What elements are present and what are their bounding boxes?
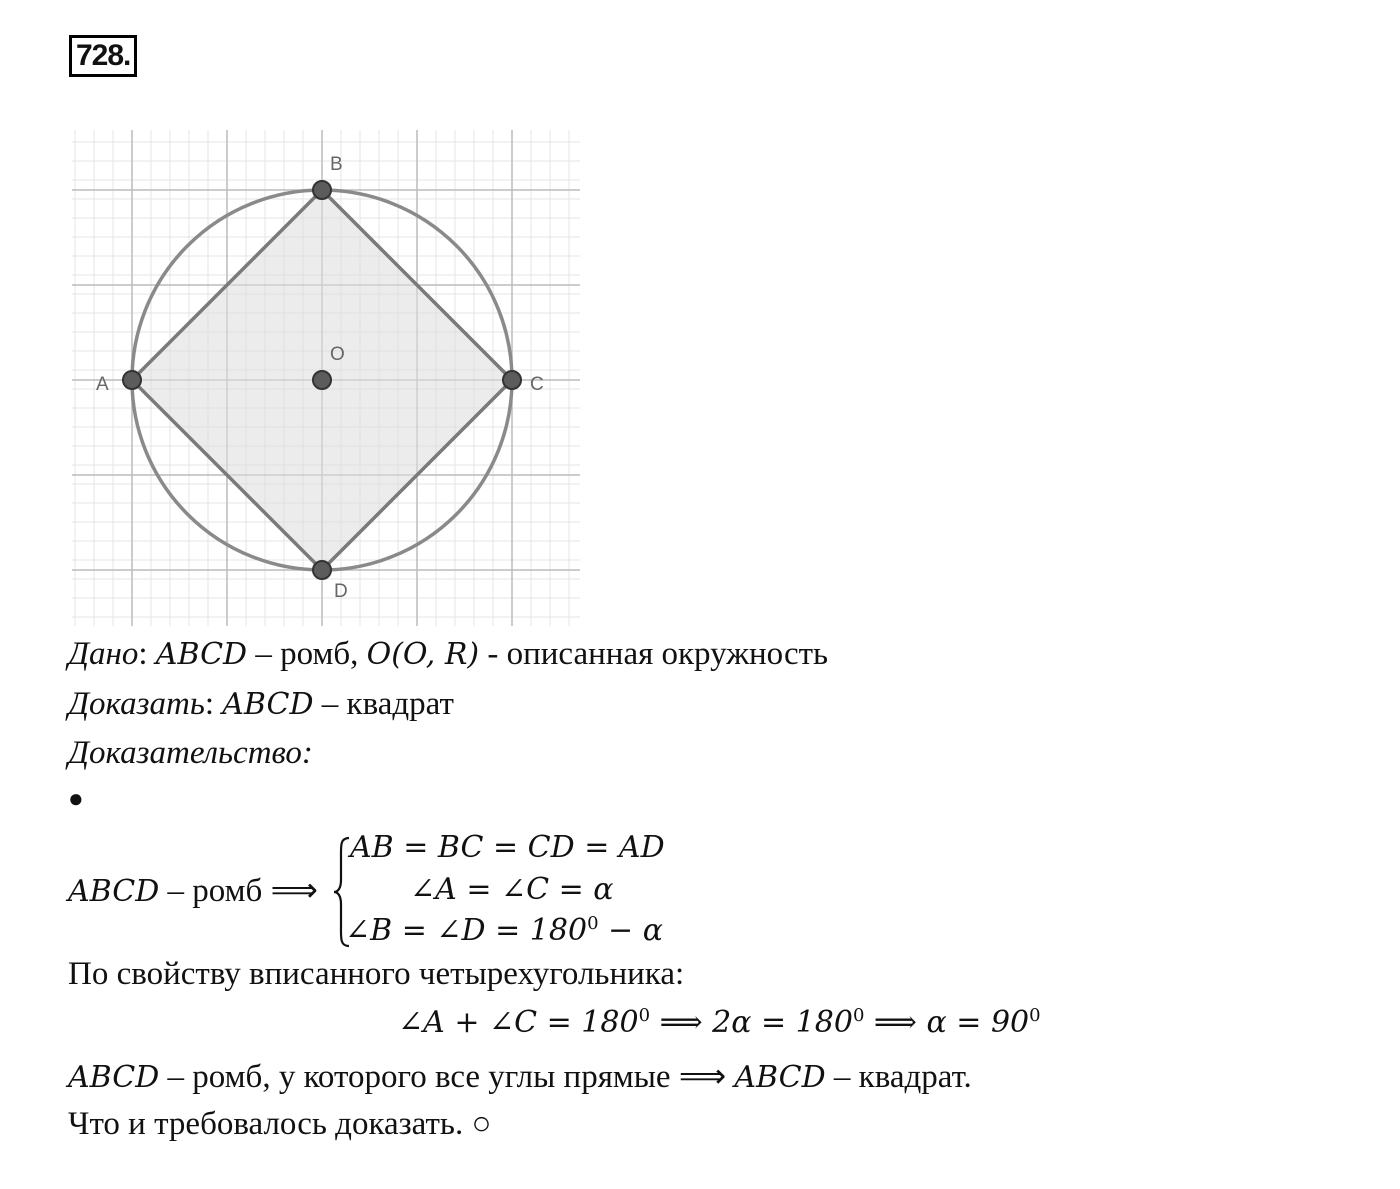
label-a: A bbox=[96, 374, 109, 395]
point-b bbox=[313, 181, 331, 199]
prove-label: Доказать bbox=[68, 686, 205, 722]
point-c bbox=[503, 371, 521, 389]
geometry-figure bbox=[72, 130, 582, 630]
point-o bbox=[313, 371, 331, 389]
qed-line: Что и требовалось доказать. ○ bbox=[68, 1106, 492, 1142]
point-a bbox=[123, 371, 141, 389]
given-line: Дано: ABCD – ромб, O(O, R) - описанная окружность bbox=[68, 636, 829, 672]
rhombus-math: ABCD bbox=[68, 874, 160, 909]
label-o: O bbox=[330, 344, 345, 365]
rhombus-line: ABCD – ромб ⟹ bbox=[68, 873, 318, 909]
conclusion-line: ABCD – ромб, у которого все углы прямые ⟹ ABCD – квадрат. bbox=[68, 1059, 972, 1095]
property-text: По свойству вписанного четырехугольника: bbox=[68, 956, 685, 992]
prove-math: ABCD bbox=[222, 687, 314, 722]
system-line-1: AB = BC = CD = AD bbox=[350, 830, 665, 865]
label-b: B bbox=[330, 154, 343, 175]
problem-number: 728. bbox=[69, 35, 137, 77]
given-math-abcd: ABCD bbox=[155, 637, 248, 672]
bullet: ● bbox=[68, 784, 84, 813]
label-c: C bbox=[530, 374, 544, 395]
prove-line: Доказать: ABCD – квадрат bbox=[68, 686, 454, 722]
angle-equation: ∠A + ∠C = $180^0$ ⟹ $2\alpha = 180^0$ ⟹ $\alpha = 90^0$ bbox=[398, 1005, 1041, 1040]
proof-label: Доказательство: bbox=[68, 735, 313, 771]
given-math-circle: O(O, R) bbox=[366, 637, 480, 672]
point-d bbox=[313, 561, 331, 579]
system-line-3: ∠B = ∠D = $180^0 - \alpha$ bbox=[345, 913, 663, 948]
system-line-2: ∠A = ∠C = α bbox=[410, 872, 614, 907]
label-d: D bbox=[334, 581, 348, 602]
given-label: Дано bbox=[68, 636, 139, 672]
